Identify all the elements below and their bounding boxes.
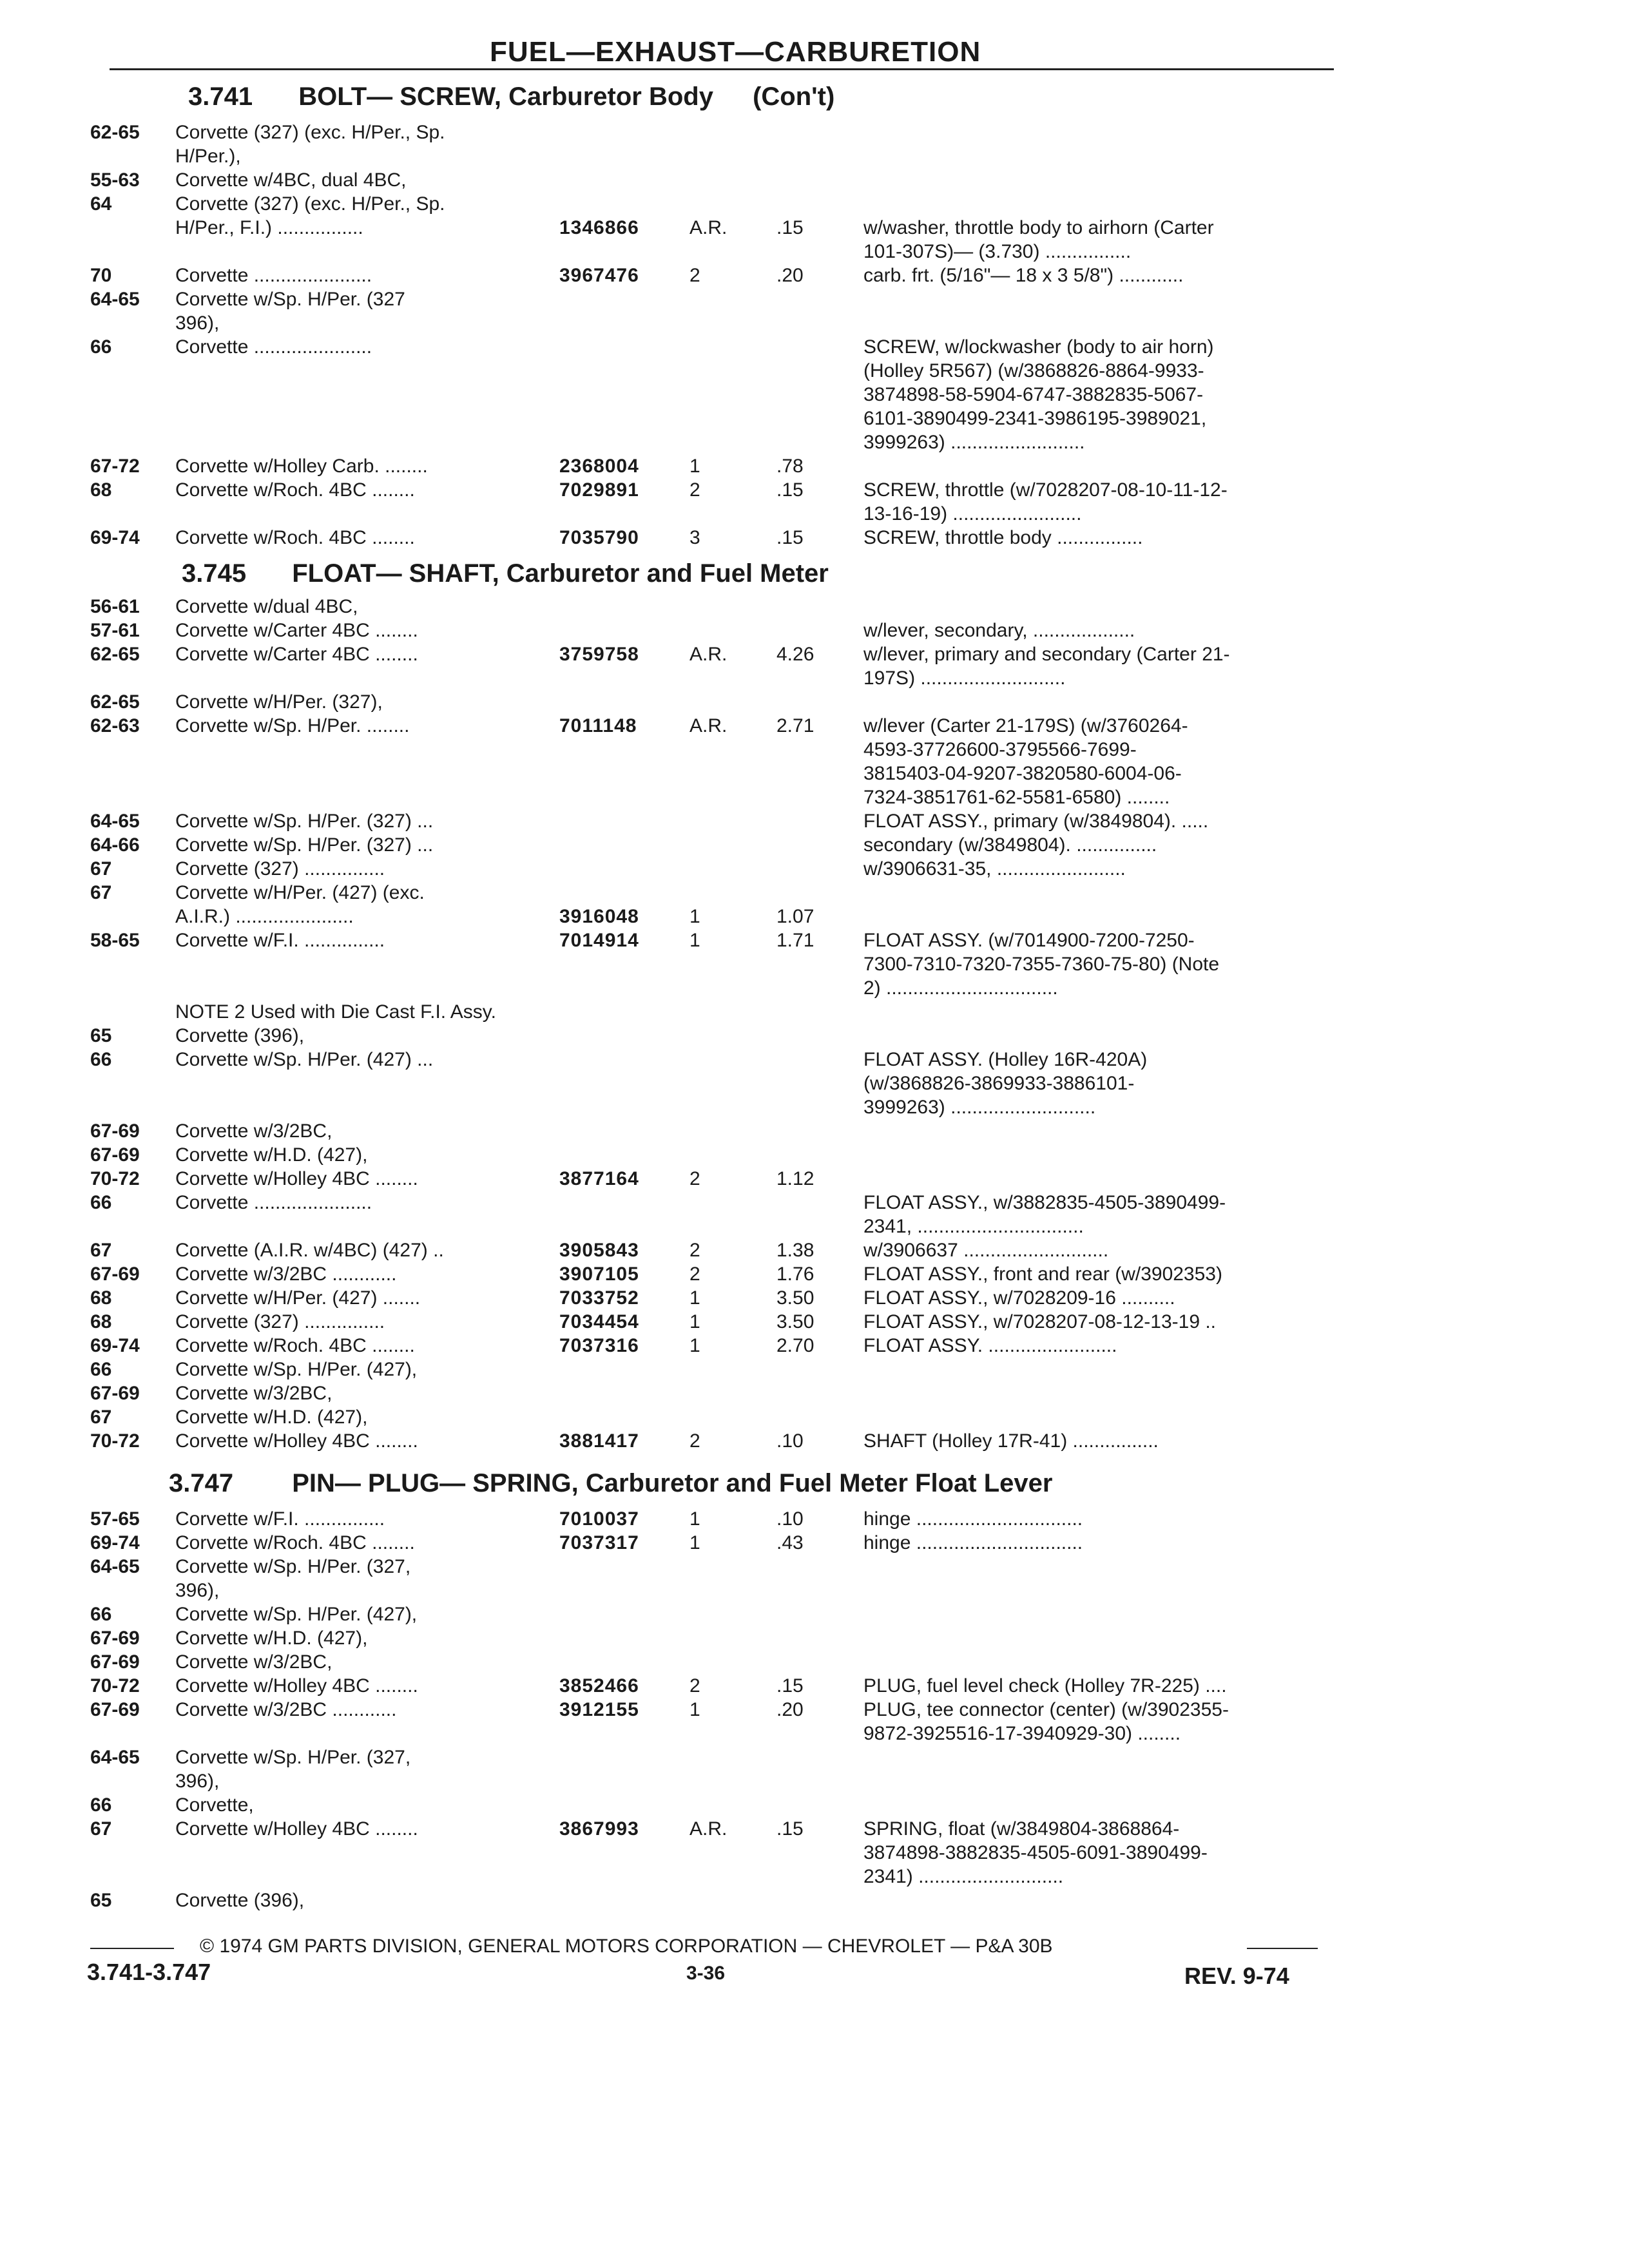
parts-row (0, 479, 1629, 505)
model-years: 67-69 (90, 1264, 140, 1285)
part-description: 9872-3925516-17-3940929-30) ........ (863, 1723, 1181, 1744)
model-description: Corvette w/Roch. 4BC ........ (175, 1335, 415, 1356)
model-description: 396), (175, 312, 220, 334)
footer-revision: REV. 9-74 (1184, 1963, 1289, 1989)
parts-row (0, 619, 1629, 645)
parts-row (0, 455, 1629, 481)
model-years: 64-65 (90, 1556, 140, 1577)
model-years: 64 (90, 193, 112, 215)
part-number: 3877164 (559, 1168, 639, 1189)
model-description: Corvette (396), (175, 1890, 305, 1911)
parts-row (0, 1698, 1629, 1724)
footer-page-number: 3-36 (686, 1963, 726, 1984)
model-description: Corvette w/H/Per. (427) ....... (175, 1287, 421, 1309)
part-description: 7324-3851761-62-5581-6580) ........ (863, 787, 1170, 808)
part-description: w/lever (Carter 21-179S) (w/3760264- (863, 715, 1188, 736)
model-description: A.I.R.) ...................... (175, 906, 354, 927)
part-description: FLOAT ASSY., w/7028207-08-12-13-19 .. (863, 1311, 1217, 1332)
model-description: 396), (175, 1580, 220, 1601)
parts-row (0, 1818, 1629, 1843)
price: 3.50 (776, 1287, 815, 1309)
model-years: 67 (90, 1407, 112, 1428)
model-years: 62-65 (90, 691, 140, 713)
model-description: Corvette w/H.D. (427), (175, 1144, 368, 1166)
model-description: H/Per., F.I.) ................ (175, 217, 363, 238)
model-description: Corvette ...................... (175, 336, 372, 358)
quantity: A.R. (689, 715, 728, 736)
model-years: 67-69 (90, 1144, 140, 1166)
price: 1.71 (776, 930, 815, 951)
part-number: 3867993 (559, 1818, 639, 1840)
model-description: Corvette (327) (exc. H/Per., Sp. (175, 193, 445, 215)
model-description: Corvette w/3/2BC ............ (175, 1264, 397, 1285)
quantity: 1 (689, 1508, 700, 1530)
parts-row (0, 383, 1629, 409)
part-number: 7035790 (559, 527, 639, 548)
quantity: 2 (689, 1264, 700, 1285)
model-years: 67 (90, 1240, 112, 1261)
section-number: 3.745 (182, 559, 247, 588)
model-years: 68 (90, 1311, 112, 1332)
parts-row (0, 240, 1629, 266)
part-description: 3874898-3882835-4505-6091-3890499- (863, 1842, 1208, 1863)
part-description: FLOAT ASSY., w/7028209-16 .......... (863, 1287, 1175, 1309)
model-description: H/Per.), (175, 146, 241, 167)
part-description: secondary (w/3849804). ............... (863, 834, 1157, 856)
parts-row (0, 1651, 1629, 1677)
model-years: 58-65 (90, 930, 140, 951)
part-number: 3759758 (559, 644, 639, 665)
parts-row (0, 1072, 1629, 1098)
parts-row (0, 1675, 1629, 1700)
parts-row (0, 786, 1629, 812)
part-description: SCREW, throttle body ................ (863, 527, 1143, 548)
quantity: 2 (689, 1240, 700, 1261)
model-description: Corvette w/Holley 4BC ........ (175, 1168, 418, 1189)
model-description: Corvette w/4BC, dual 4BC, (175, 169, 407, 191)
parts-row (0, 1191, 1629, 1217)
price: .43 (776, 1532, 804, 1553)
model-years: 67 (90, 882, 112, 903)
part-number: 3881417 (559, 1430, 639, 1452)
parts-row (0, 1096, 1629, 1122)
parts-row (0, 977, 1629, 1003)
parts-row (0, 1024, 1629, 1050)
section-number: 3.741 (188, 82, 253, 111)
model-years: 68 (90, 1287, 112, 1309)
model-years: 64-66 (90, 834, 140, 856)
part-description: 3999263) ......................... (863, 432, 1085, 453)
part-number: 7029891 (559, 479, 639, 501)
model-years: 62-63 (90, 715, 140, 736)
quantity: 2 (689, 479, 700, 501)
model-description: Corvette w/Holley 4BC ........ (175, 1430, 418, 1452)
parts-row (0, 1144, 1629, 1169)
price: 4.26 (776, 644, 815, 665)
model-description: Corvette w/Sp. H/Per. (427) ... (175, 1049, 434, 1070)
part-description: 3999263) ........................... (863, 1097, 1096, 1118)
parts-row (0, 1048, 1629, 1074)
model-description: Corvette w/Roch. 4BC ........ (175, 479, 415, 501)
model-years: 57-61 (90, 620, 140, 641)
quantity: 1 (689, 1287, 700, 1309)
model-description: Corvette w/Roch. 4BC ........ (175, 527, 415, 548)
part-description: (w/3868826-3869933-3886101- (863, 1073, 1135, 1094)
part-description: FLOAT ASSY. ........................ (863, 1335, 1117, 1356)
parts-row (0, 1287, 1629, 1312)
price: .15 (776, 1675, 804, 1696)
part-description: FLOAT ASSY. (Holley 16R-420A) (863, 1049, 1148, 1070)
model-years: 66 (90, 1794, 112, 1816)
part-description: FLOAT ASSY., primary (w/3849804). ..... (863, 811, 1209, 832)
part-number: 3852466 (559, 1675, 639, 1696)
section-title: FLOAT— SHAFT, Carburetor and Fuel Meter (292, 559, 829, 588)
model-description: 396), (175, 1771, 220, 1792)
model-years: 69-74 (90, 1335, 140, 1356)
parts-row (0, 905, 1629, 931)
parts-row (0, 193, 1629, 218)
part-number: 3907105 (559, 1264, 639, 1285)
parts-row (0, 643, 1629, 669)
part-description: (Holley 5R567) (w/3868826-8864-9933- (863, 360, 1204, 381)
footer-copyright: © 1974 GM PARTS DIVISION, GENERAL MOTORS CORPORATION — CHEVROLET — P&A 30B (200, 1936, 1053, 1957)
model-description: Corvette (396), (175, 1025, 305, 1046)
quantity: 1 (689, 1311, 700, 1332)
parts-row (0, 1001, 1629, 1026)
quantity: A.R. (689, 1818, 728, 1840)
part-description: SCREW, w/lockwasher (body to air horn) (863, 336, 1214, 358)
model-years: 55-63 (90, 169, 140, 191)
quantity: A.R. (689, 217, 728, 238)
model-description: Corvette w/3/2BC, (175, 1383, 333, 1404)
part-description: 4593-37726600-3795566-7699- (863, 739, 1137, 760)
quantity: 2 (689, 265, 700, 286)
parts-row (0, 121, 1629, 147)
price: .20 (776, 265, 804, 286)
model-years: 67-69 (90, 1383, 140, 1404)
model-description: Corvette w/Holley Carb. ........ (175, 456, 428, 477)
model-description: NOTE 2 Used with Die Cast F.I. Assy. (175, 1001, 496, 1023)
parts-row (0, 1334, 1629, 1360)
price: .10 (776, 1508, 804, 1530)
part-description: 6101-3890499-2341-3986195-3989021, (863, 408, 1207, 429)
model-description: Corvette w/Carter 4BC ........ (175, 644, 418, 665)
parts-row (0, 858, 1629, 883)
parts-row (0, 953, 1629, 979)
model-years: 57-65 (90, 1508, 140, 1530)
part-description: 13-16-19) ........................ (863, 503, 1082, 524)
parts-row (0, 834, 1629, 860)
model-description: Corvette w/F.I. ............... (175, 1508, 385, 1530)
model-years: 64-65 (90, 811, 140, 832)
model-description: Corvette w/3/2BC, (175, 1651, 333, 1673)
parts-row (0, 667, 1629, 693)
part-description: 7300-7310-7320-7355-7360-75-80) (Note (863, 954, 1220, 975)
part-number: 7010037 (559, 1508, 639, 1530)
part-description: 2341, ............................... (863, 1216, 1084, 1237)
header-rule (110, 68, 1334, 70)
model-years: 67-69 (90, 1651, 140, 1673)
parts-row (0, 1722, 1629, 1748)
part-description: 3815403-04-9207-3820580-6004-06- (863, 763, 1182, 784)
part-description: SPRING, float (w/3849804-3868864- (863, 1818, 1180, 1840)
part-number: 7037316 (559, 1335, 639, 1356)
section-heading (169, 1469, 1052, 1498)
part-number: 7011148 (559, 715, 637, 736)
model-years: 67-69 (90, 1120, 140, 1142)
quantity: 2 (689, 1168, 700, 1189)
model-description: Corvette (327) ............... (175, 1311, 385, 1332)
model-description: Corvette, (175, 1794, 254, 1816)
footer-range: 3.741-3.747 (87, 1959, 211, 1985)
model-years: 66 (90, 1049, 112, 1070)
part-description: SCREW, throttle (w/7028207-08-10-11-12- (863, 479, 1228, 501)
model-description: Corvette w/3/2BC, (175, 1120, 333, 1142)
parts-row (0, 1865, 1629, 1891)
parts-row (0, 1168, 1629, 1193)
part-description: hinge ............................... (863, 1508, 1083, 1530)
parts-row (0, 715, 1629, 740)
part-description: w/lever, secondary, ................... (863, 620, 1135, 641)
price: 3.50 (776, 1311, 815, 1332)
model-years: 70-72 (90, 1168, 140, 1189)
price: .15 (776, 527, 804, 548)
model-description: Corvette w/Holley 4BC ........ (175, 1675, 418, 1696)
parts-row (0, 1579, 1629, 1605)
model-description: Corvette w/Sp. H/Per. (327) ... (175, 811, 434, 832)
model-description: Corvette w/H/Per. (427) (exc. (175, 882, 425, 903)
part-description: 197S) ........................... (863, 668, 1066, 689)
model-years: 65 (90, 1025, 112, 1046)
quantity: 3 (689, 527, 700, 548)
parts-row (0, 264, 1629, 290)
parts-row (0, 595, 1629, 621)
part-number: 3912155 (559, 1699, 639, 1720)
part-description: FLOAT ASSY., front and rear (w/3902353) (863, 1264, 1222, 1285)
model-description: Corvette w/Carter 4BC ........ (175, 620, 418, 641)
part-number: 7034454 (559, 1311, 639, 1332)
quantity: 1 (689, 906, 700, 927)
part-number: 3916048 (559, 906, 639, 927)
model-years: 68 (90, 479, 112, 501)
quantity: 2 (689, 1430, 700, 1452)
parts-row (0, 738, 1629, 764)
parts-row (0, 691, 1629, 716)
model-years: 66 (90, 1192, 112, 1213)
price: 1.76 (776, 1264, 815, 1285)
page-header-title: FUEL—EXHAUST—CARBURETION (490, 36, 981, 68)
parts-row (0, 1794, 1629, 1820)
part-number: 3967476 (559, 265, 639, 286)
parts-row (0, 1120, 1629, 1146)
section-heading (188, 82, 834, 111)
part-description: 101-307S)— (3.730) ................ (863, 241, 1132, 262)
model-description: Corvette (327) (exc. H/Per., Sp. (175, 122, 445, 143)
section-title: BOLT— SCREW, Carburetor Body (298, 82, 713, 111)
part-description: w/lever, primary and secondary (Carter 21- (863, 644, 1230, 665)
parts-row (0, 360, 1629, 385)
parts-row (0, 1508, 1629, 1533)
quantity: 1 (689, 1532, 700, 1553)
part-number: 1346866 (559, 217, 639, 238)
part-description: FLOAT ASSY. (w/7014900-7200-7250- (863, 930, 1195, 951)
parts-row (0, 1382, 1629, 1408)
part-description: carb. frt. (5/16"— 18 x 3 5/8") ............ (863, 265, 1184, 286)
parts-row (0, 1406, 1629, 1432)
parts-row (0, 1358, 1629, 1384)
model-years: 69-74 (90, 1532, 140, 1553)
model-years: 70-72 (90, 1430, 140, 1452)
model-description: Corvette w/Sp. H/Per. (427), (175, 1359, 418, 1380)
parts-row (0, 1627, 1629, 1653)
parts-row (0, 1239, 1629, 1265)
model-description: Corvette w/Sp. H/Per. (327 (175, 289, 405, 310)
price: .15 (776, 479, 804, 501)
parts-row (0, 526, 1629, 552)
parts-row (0, 1311, 1629, 1336)
part-description: w/3906637 ........................... (863, 1240, 1109, 1261)
part-description: PLUG, tee connector (center) (w/3902355- (863, 1699, 1229, 1720)
parts-row (0, 1603, 1629, 1629)
model-description: Corvette ...................... (175, 1192, 372, 1213)
parts-row (0, 145, 1629, 171)
part-description: 2) ................................ (863, 977, 1058, 999)
model-description: Corvette w/H.D. (427), (175, 1407, 368, 1428)
model-years: 69-74 (90, 527, 140, 548)
model-description: Corvette w/H.D. (427), (175, 1628, 368, 1649)
model-description: Corvette w/Roch. 4BC ........ (175, 1532, 415, 1553)
parts-row (0, 407, 1629, 433)
model-description: Corvette w/Sp. H/Per. (327, (175, 1747, 411, 1768)
parts-row (0, 1770, 1629, 1796)
model-years: 70-72 (90, 1675, 140, 1696)
parts-row (0, 1532, 1629, 1557)
parts-row (0, 810, 1629, 836)
part-number: 2368004 (559, 456, 639, 477)
model-years: 66 (90, 336, 112, 358)
model-description: Corvette w/Sp. H/Per. (427), (175, 1604, 418, 1625)
footer-rule-right (1247, 1948, 1318, 1949)
model-years: 67-72 (90, 456, 140, 477)
parts-row (0, 1430, 1629, 1456)
price: 1.12 (776, 1168, 815, 1189)
parts-row (0, 881, 1629, 907)
price: .10 (776, 1430, 804, 1452)
model-years: 67-69 (90, 1699, 140, 1720)
parts-row (0, 431, 1629, 457)
footer-rule-left (90, 1948, 174, 1949)
price: 1.38 (776, 1240, 815, 1261)
part-description: w/washer, throttle body to airhorn (Carter (863, 217, 1214, 238)
model-years: 62-65 (90, 122, 140, 143)
model-years: 67-69 (90, 1628, 140, 1649)
model-description: Corvette w/Sp. H/Per. (327) ... (175, 834, 434, 856)
section-continued: (Con't) (753, 82, 835, 111)
model-description: Corvette (327) ............... (175, 858, 385, 879)
model-years: 65 (90, 1890, 112, 1911)
model-description: Corvette w/H/Per. (327), (175, 691, 383, 713)
parts-row (0, 929, 1629, 955)
price: .20 (776, 1699, 804, 1720)
model-years: 70 (90, 265, 112, 286)
part-description: SHAFT (Holley 17R-41) ................ (863, 1430, 1159, 1452)
price: 1.07 (776, 906, 815, 927)
model-years: 64-65 (90, 289, 140, 310)
parts-row (0, 1215, 1629, 1241)
model-description: Corvette w/Sp. H/Per. ........ (175, 715, 410, 736)
price: .15 (776, 217, 804, 238)
parts-row (0, 1263, 1629, 1289)
parts-row (0, 1746, 1629, 1772)
parts-row (0, 312, 1629, 338)
parts-row (0, 336, 1629, 361)
model-description: Corvette (A.I.R. w/4BC) (427) .. (175, 1240, 444, 1261)
model-description: Corvette w/Sp. H/Per. (327, (175, 1556, 411, 1577)
part-description: 2341) ........................... (863, 1866, 1064, 1887)
quantity: 1 (689, 1335, 700, 1356)
part-number: 7014914 (559, 930, 639, 951)
part-number: 3905843 (559, 1240, 639, 1261)
parts-row (0, 503, 1629, 528)
section-number: 3.747 (169, 1469, 234, 1497)
quantity: 1 (689, 930, 700, 951)
model-years: 67 (90, 1818, 112, 1840)
parts-row (0, 288, 1629, 314)
model-years: 67 (90, 858, 112, 879)
section-heading (182, 559, 829, 588)
part-description: hinge ............................... (863, 1532, 1083, 1553)
model-description: Corvette w/dual 4BC, (175, 596, 358, 617)
model-years: 62-65 (90, 644, 140, 665)
parts-row (0, 1841, 1629, 1867)
model-years: 66 (90, 1604, 112, 1625)
parts-row (0, 1889, 1629, 1915)
price: .78 (776, 456, 804, 477)
parts-row (0, 1555, 1629, 1581)
parts-row (0, 762, 1629, 788)
model-description: Corvette ...................... (175, 265, 372, 286)
part-description: FLOAT ASSY., w/3882835-4505-3890499- (863, 1192, 1226, 1213)
price: 2.70 (776, 1335, 815, 1356)
model-description: Corvette w/F.I. ............... (175, 930, 385, 951)
section-title: PIN— PLUG— SPRING, Carburetor and Fuel Meter Float Lever (292, 1469, 1053, 1497)
price: .15 (776, 1818, 804, 1840)
part-description: w/3906631-35, ........................ (863, 858, 1126, 879)
parts-row (0, 169, 1629, 195)
model-description: Corvette w/Holley 4BC ........ (175, 1818, 418, 1840)
model-years: 66 (90, 1359, 112, 1380)
part-number: 7033752 (559, 1287, 639, 1309)
parts-row (0, 216, 1629, 242)
quantity: 1 (689, 456, 700, 477)
model-years: 64-65 (90, 1747, 140, 1768)
quantity: A.R. (689, 644, 728, 665)
quantity: 1 (689, 1699, 700, 1720)
part-description: PLUG, fuel level check (Holley 7R-225) .... (863, 1675, 1227, 1696)
part-description: 3874898-58-5904-6747-3882835-5067- (863, 384, 1204, 405)
part-number: 7037317 (559, 1532, 639, 1553)
model-description: Corvette w/3/2BC ............ (175, 1699, 397, 1720)
price: 2.71 (776, 715, 815, 736)
quantity: 2 (689, 1675, 700, 1696)
model-years: 56-61 (90, 596, 140, 617)
